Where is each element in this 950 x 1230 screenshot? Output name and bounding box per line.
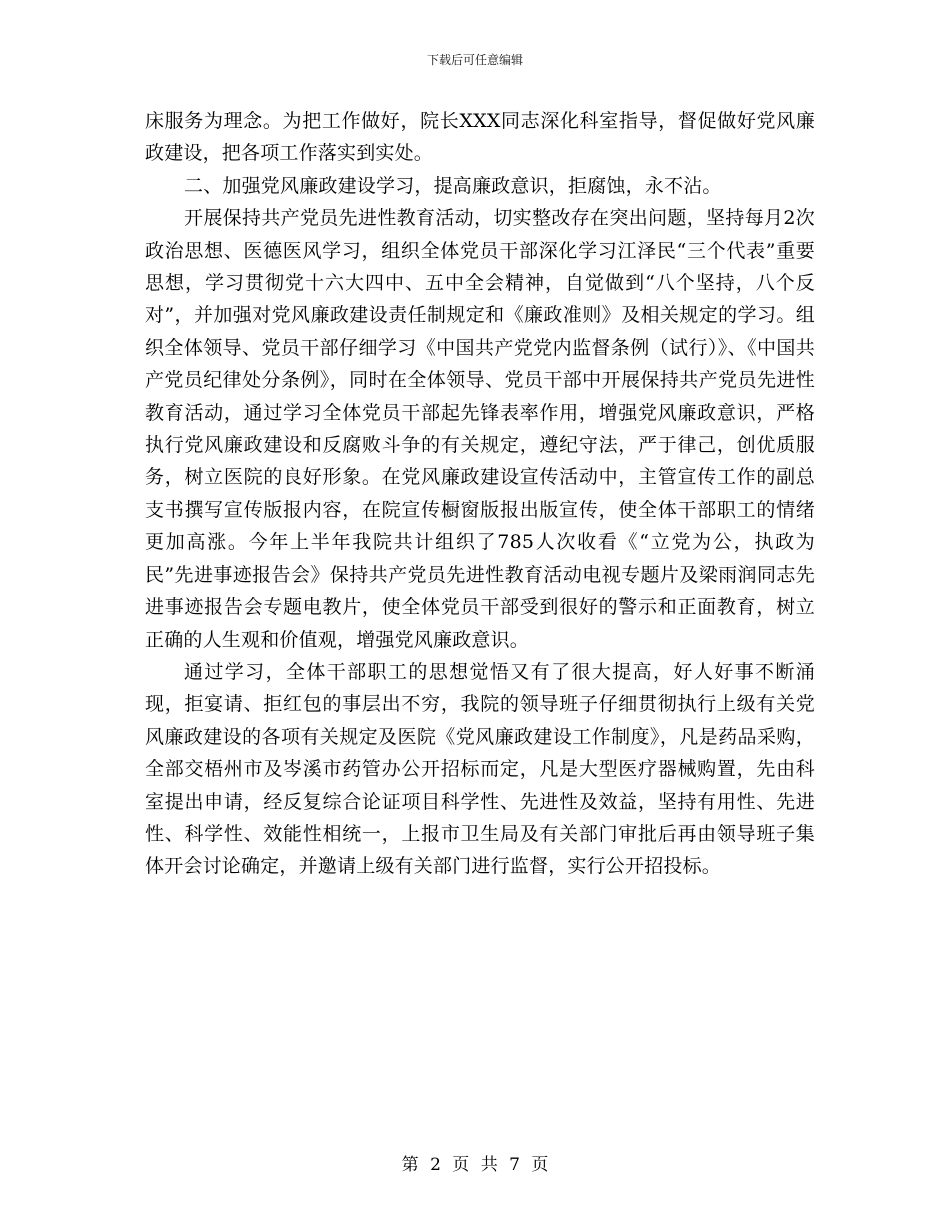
- paragraph-continuation: 床服务为理念。为把工作做好，院长XXX同志深化科室指导，督促做好党风廉政建设，把各项工作落实到实处。: [145, 110, 815, 165]
- document-body: [145, 105, 815, 883]
- section-heading: 二、加强党风廉政建设学习，提高廉政意识，拒腐蚀，永不沾。: [184, 174, 722, 197]
- page-header: 下载后可任意编辑: [426, 53, 523, 67]
- page-number: 第 2 页 共 7 页: [401, 1155, 549, 1175]
- paragraph-study-activities: 开展保持共产党员先进性教育活动，切实整改存在突出问题，坚持每月2次政治思想、医德医风学习，组织全体党员干部深化学习江泽民“三个代表”重要思想，学习贯彻党十六大四中、五中全会精神，自觉做到“八个坚持，八个反对”，并加强对党风廉政建设责任制规定和《廉政准则》及相关规定的学习。组织全体领导、党员干部仔细学习《中国共产党党内监督条例（试行）》、《中国共产党员纪律处分条例》，同时在全体领导、党员干部中开展保持共产党员先进性教育活动，通过学习全体党员干部起先锋表率作用，增强党风廉政意识，严格执行党风廉政建设和反腐败斗争的有关规定，遵纪守法，严于律己，创优质服务，树立医院的良好形象。在党风廉政建设宣传活动中，主管宣传工作的副总支书撰写宣传版报内容，在院宣传橱窗版报出版宣传，使全体干部职工的情绪更加高涨。今年上半年我院共计组织了785人次收看《“立党为公，执政为民”先进事迹报告会》保持共产党员先进性教育活动电视专题片及梁雨润同志先进事迹报告会专题电教片，使全体党员干部受到很好的警示和正面教育，树立正确的人生观和价值观，增强党风廉政意识。: [145, 207, 815, 651]
- paragraph-study-results: 通过学习，全体干部职工的思想觉悟又有了很大提高，好人好事不断涌现，拒宴请、拒红包的事层出不穷，我院的领导班子仔细贯彻执行上级有关党风廉政建设的各项有关规定及医院《党风廉政建设工作制度》，凡是药品采购，全部交梧州市及岑溪市药管办公开招标而定，凡是大型医疗器械购置，先由科室提出申请，经反复综合论证项目科学性、先进性及效益，坚持有用性、先进性、科学性、效能性相统一，上报市卫生局及有关部门审批后再由领导班子集体开会讨论确定，并邀请上级有关部门进行监督，实行公开招投标。: [145, 660, 815, 878]
